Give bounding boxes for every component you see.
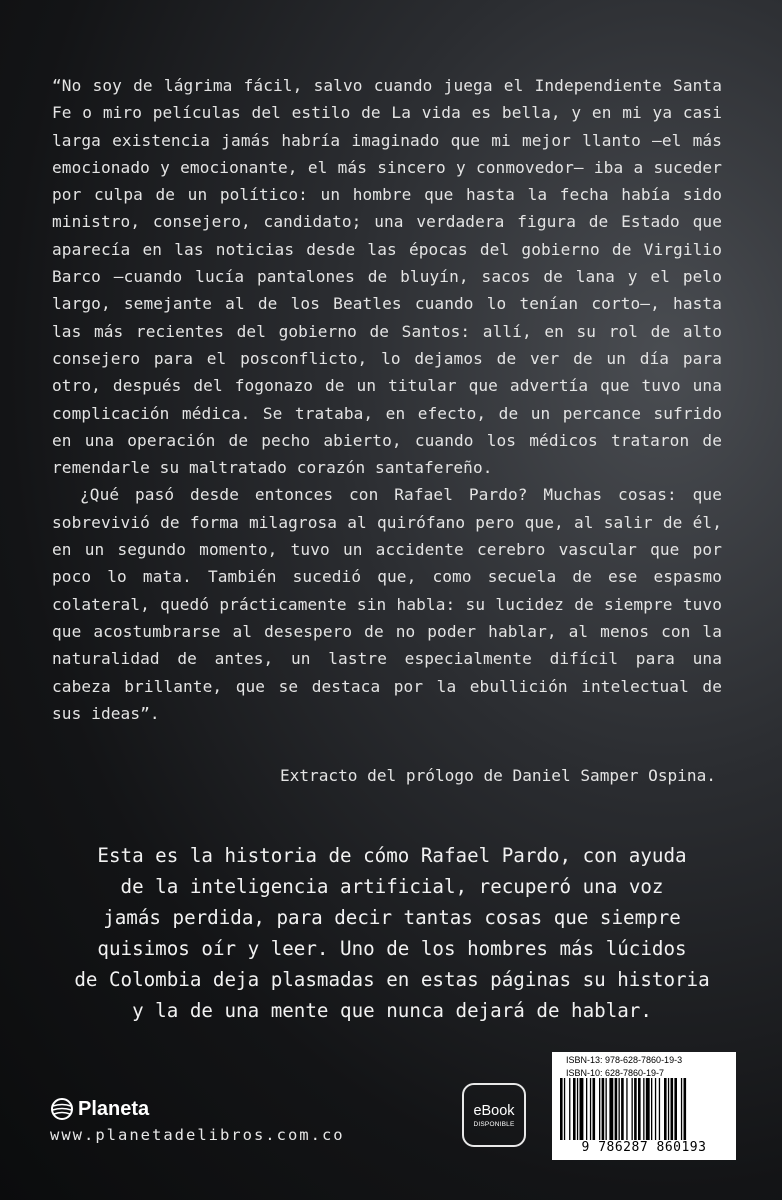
barcode-bar bbox=[632, 1078, 633, 1140]
publisher-url: www.planetadelibros.com.co bbox=[50, 1126, 345, 1144]
ebook-badge-subtitle: DISPONIBLE bbox=[473, 1120, 515, 1128]
barcode-bar bbox=[651, 1078, 652, 1140]
blurb-line: Esta es la historia de cómo Rafael Pardo, con ayuda bbox=[97, 844, 687, 867]
barcode-bar bbox=[621, 1078, 624, 1140]
barcode-bar bbox=[586, 1078, 587, 1140]
excerpt-paragraph-2: ¿Qué pasó desde entonces con Rafael Pardo? Muchas cosas: que sobrevivió de forma milagrosa al quirófano pero que, al salir de él, en un segundo momento, tuvo un accidente cerebro vascular que por poco lo mata. También sucedió que, como secuela de ese espasmo colateral, quedó prácticamente sin habla: su lucidez de siempre tuvo que acostumbrarse al desespero de no poder hablar, al menos con la naturalidad de antes, un lastre especialmente difícil para una cabeza brillante, que se destaca por la ebullición intelectual de sus ideas”. bbox=[52, 485, 722, 723]
barcode-number: 9 786287 860193 bbox=[581, 1140, 707, 1155]
barcode-bar bbox=[655, 1078, 656, 1140]
barcode-bar bbox=[609, 1078, 613, 1140]
publisher-name: Planeta bbox=[78, 1097, 150, 1120]
excerpt-attribution: Extracto del prólogo de Daniel Samper Ospina. bbox=[279, 766, 716, 785]
barcode-bar bbox=[606, 1078, 607, 1140]
barcode-bar bbox=[602, 1078, 605, 1140]
isbn-13: ISBN-13: 978-628-7860-19-3 bbox=[566, 1055, 683, 1065]
barcode-bar bbox=[684, 1078, 687, 1140]
barcode-bar bbox=[646, 1078, 650, 1140]
barcode-bar bbox=[659, 1078, 660, 1140]
barcode-bar bbox=[599, 1078, 600, 1140]
blurb-line: de Colombia deja plasmadas en estas páginas su historia bbox=[74, 968, 710, 991]
blurb-line: quisimos oír y leer. Uno de los hombres más lúcidos bbox=[97, 937, 687, 960]
barcode-bar bbox=[560, 1078, 563, 1140]
barcode-bar bbox=[615, 1078, 618, 1140]
blurb-line: jamás perdida, para decir tantas cosas que siempre bbox=[103, 906, 681, 929]
blurb-line: y la de una mente que nunca dejará de hablar. bbox=[132, 999, 652, 1022]
ebook-badge-title: eBook bbox=[473, 1102, 515, 1119]
ebook-badge bbox=[462, 1083, 526, 1147]
excerpt-paragraph-1: “No soy de lágrima fácil, salvo cuando juega el Independiente Santa Fe o miro películas del estilo de La vida es bella, y en mi ya casi larga existencia jamás habría imaginado que mi mejor llanto —el más emocionado y emocionante, el más sincero y conmovedor— iba a suceder por culpa de un político: un hombre que hasta la fecha había sido ministro, consejero, candidato; una verdadera figura de Estado que aparecía en las noticias desde las épocas del gobierno de Virgilio Barco —cuando lucía pantalones de bluyín, sacos de lana y el pelo largo, semejante al de los Beatles cuando lo tenían corto—, hasta las más recientes del gobierno de Santos: allí, en su rol de alto consejero para el posconflicto, lo dejamos de ver de un día para otro, después del fogonazo de un titular que advertía que tuvo una complicación médica. Se trataba, en efecto, de un percance sufrido en una operación de pecho abierto, cuando los médicos trataron de remendarle su maltratado corazón santafereño. bbox=[52, 76, 722, 478]
publisher-logo bbox=[50, 1097, 149, 1121]
barcode-bar bbox=[573, 1078, 576, 1140]
barcode-bars bbox=[560, 1078, 728, 1140]
prologue-excerpt bbox=[52, 72, 722, 727]
isbn-10: ISBN-10: 628-7860-19-7 bbox=[566, 1068, 665, 1078]
barcode-bar bbox=[593, 1078, 596, 1140]
barcode-bar bbox=[681, 1078, 682, 1140]
barcode-bar bbox=[634, 1078, 637, 1140]
barcode-bar bbox=[674, 1078, 677, 1140]
barcode-bar bbox=[619, 1078, 620, 1140]
barcode-bar bbox=[564, 1078, 565, 1140]
barcode-bar bbox=[643, 1078, 644, 1140]
barcode-bar bbox=[664, 1078, 667, 1140]
book-blurb bbox=[52, 840, 732, 1026]
blurb-line: de la inteligencia artificial, recuperó una voz bbox=[120, 875, 664, 898]
planeta-globe-icon bbox=[50, 1097, 74, 1121]
barcode-bar bbox=[626, 1078, 627, 1140]
isbn-barcode bbox=[552, 1052, 736, 1160]
barcode-bar bbox=[671, 1078, 674, 1140]
barcode-bar bbox=[577, 1078, 578, 1140]
barcode-bar bbox=[580, 1078, 584, 1140]
barcode-bar bbox=[638, 1078, 641, 1140]
barcode-bar bbox=[590, 1078, 591, 1140]
barcode-bar bbox=[668, 1078, 669, 1140]
barcode-bar bbox=[569, 1078, 570, 1140]
